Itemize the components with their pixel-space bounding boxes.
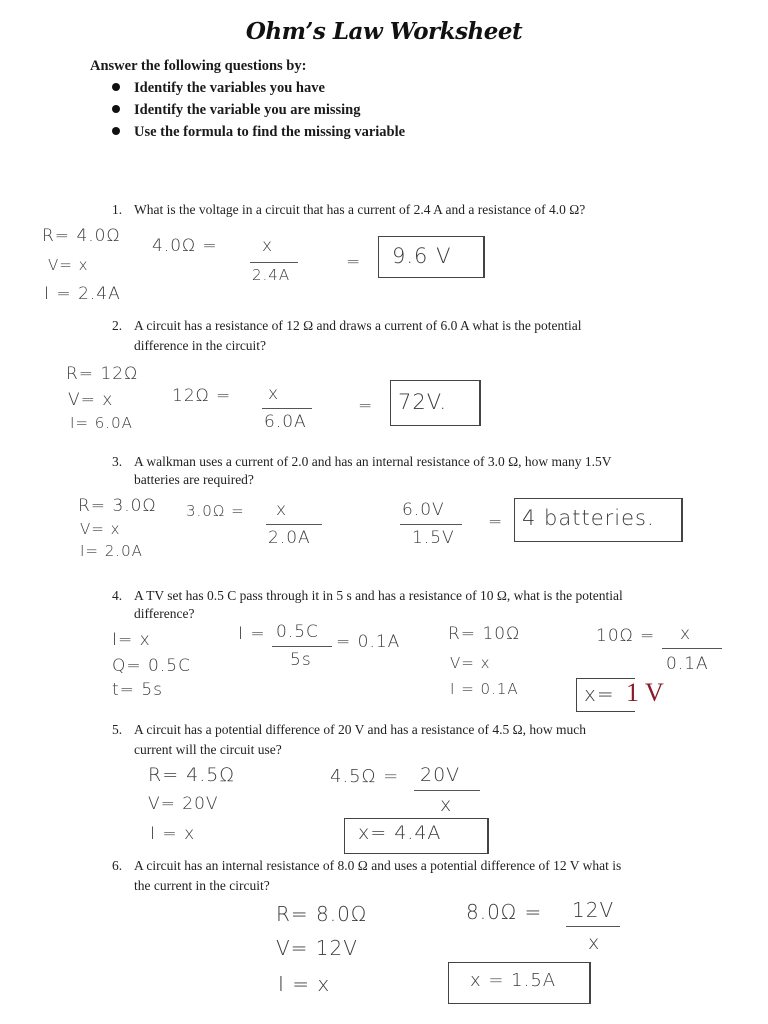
fraction-numerator: 20V — [420, 764, 461, 786]
given-variable: V= 20V — [148, 794, 219, 814]
question-5-continued: current will the circuit use? — [134, 742, 282, 757]
given-variable: R= 3.0Ω — [78, 496, 157, 516]
equals-sign: = — [346, 252, 362, 272]
fraction-bar — [272, 646, 332, 647]
given-variable: V= x — [48, 256, 89, 274]
question-2: 2. A circuit has a resistance of 12 Ω and draws a current of 6.0 A what is the potential — [112, 318, 582, 333]
question-2-continued: difference in the circuit? — [134, 338, 267, 353]
current-result: = 0.1A — [336, 632, 401, 652]
given-variable: I = 0.1A — [450, 680, 519, 698]
given-variable: I= 2.0A — [80, 542, 143, 560]
fraction-bar — [250, 262, 298, 263]
instruction-bullet: Identify the variables you have — [112, 80, 325, 97]
equation-left: 3.0Ω = — [186, 502, 245, 520]
given-variable: I = x — [150, 824, 196, 844]
fraction-numerator: x — [268, 384, 280, 404]
answer-text: 1 V — [626, 678, 664, 707]
bullet-icon — [112, 105, 120, 113]
question-3: 3. A walkman uses a current of 2.0 and has an internal resistance of 3.0 Ω, how many 1.5V — [112, 454, 612, 469]
equation-left: 12Ω = — [172, 386, 232, 406]
bullet-icon — [112, 83, 120, 91]
fraction-numerator: 0.5C — [276, 622, 319, 642]
instruction-bullet: Identify the variable you are missing — [112, 102, 361, 119]
given-variable: V= x — [68, 390, 114, 410]
given-variable: V= x — [80, 520, 121, 538]
given-variable: V= 12V — [276, 936, 358, 960]
given-variable: V= x — [450, 654, 491, 672]
bullet-icon — [112, 127, 120, 135]
fraction-denominator: x — [588, 932, 601, 954]
question-1: 1. What is the voltage in a circuit that has a current of 2.4 A and a resistance of 4.0 Ω? — [112, 202, 586, 217]
given-variable: R= 10Ω — [448, 624, 521, 644]
given-variable: R= 12Ω — [66, 364, 139, 384]
fraction-denominator: 2.4A — [252, 266, 291, 284]
answer-text: 72V. — [398, 390, 448, 414]
given-variable: I = 2.4A — [44, 284, 121, 304]
given-variable: I= 6.0A — [70, 414, 133, 432]
answer-prefix: x= — [584, 682, 615, 706]
fraction-numerator: x — [276, 500, 288, 520]
given-variable: R= 4.5Ω — [148, 764, 235, 786]
instruction-bullet: Use the formula to find the missing variable — [112, 124, 405, 141]
fraction-numerator: 12V — [572, 898, 615, 922]
given-variable: R= 8.0Ω — [276, 902, 368, 926]
fraction-bar — [262, 408, 312, 409]
question-3-continued: batteries are required? — [134, 472, 254, 487]
answer-text: x = 1.5A — [470, 970, 557, 991]
question-4-continued: difference? — [134, 606, 195, 621]
equation-left: 8.0Ω = — [466, 900, 543, 924]
equation-left: 4.0Ω = — [152, 236, 218, 256]
given-variable: Q= 0.5C — [112, 656, 191, 676]
question-4: 4. A TV set has 0.5 C pass through it in 5 s and has a resistance of 10 Ω, what is the potential — [112, 588, 623, 603]
fraction-denominator: x — [440, 794, 453, 816]
answer-text: 4 batteries. — [522, 506, 655, 530]
fraction-bar — [662, 648, 722, 649]
equals-sign: = — [358, 396, 374, 416]
fraction-bar — [414, 790, 480, 791]
fraction-numerator: 6.0V — [402, 500, 445, 520]
answer-text: x= 4.4A — [358, 822, 442, 844]
given-variable: I= x — [112, 630, 151, 650]
answer-text: 9.6 V — [392, 244, 452, 268]
fraction-denominator: 6.0A — [264, 412, 307, 432]
equation-left: 4.5Ω = — [330, 766, 400, 787]
given-variable: I = x — [278, 972, 331, 996]
question-5: 5. A circuit has a potential difference of 20 V and has a resistance of 4.5 Ω, how much — [112, 722, 587, 737]
fraction-denominator: 1.5V — [412, 528, 455, 548]
given-variable: t= 5s — [112, 680, 163, 700]
question-6-continued: the current in the circuit? — [134, 878, 270, 893]
fraction-denominator: 0.1A — [666, 654, 709, 674]
given-variable: R= 4.0Ω — [42, 226, 121, 246]
instructions-heading: Answer the following questions by: — [90, 58, 307, 74]
fraction-bar — [566, 926, 620, 927]
fraction-bar — [400, 524, 462, 525]
fraction-bar — [266, 524, 322, 525]
equation-left: 10Ω = — [596, 626, 656, 646]
fraction-denominator: 5s — [290, 650, 312, 670]
fraction-denominator: 2.0A — [268, 528, 311, 548]
fraction-numerator: x — [680, 624, 692, 644]
equals-sign: = — [488, 512, 504, 532]
fraction-numerator: x — [262, 236, 274, 256]
current-equation-left: I = — [238, 624, 266, 644]
worksheet-title: Ohm’s Law Worksheet — [245, 18, 523, 45]
question-6: 6. A circuit has an internal resistance of 8.0 Ω and uses a potential difference of 12 V what is — [112, 858, 622, 873]
